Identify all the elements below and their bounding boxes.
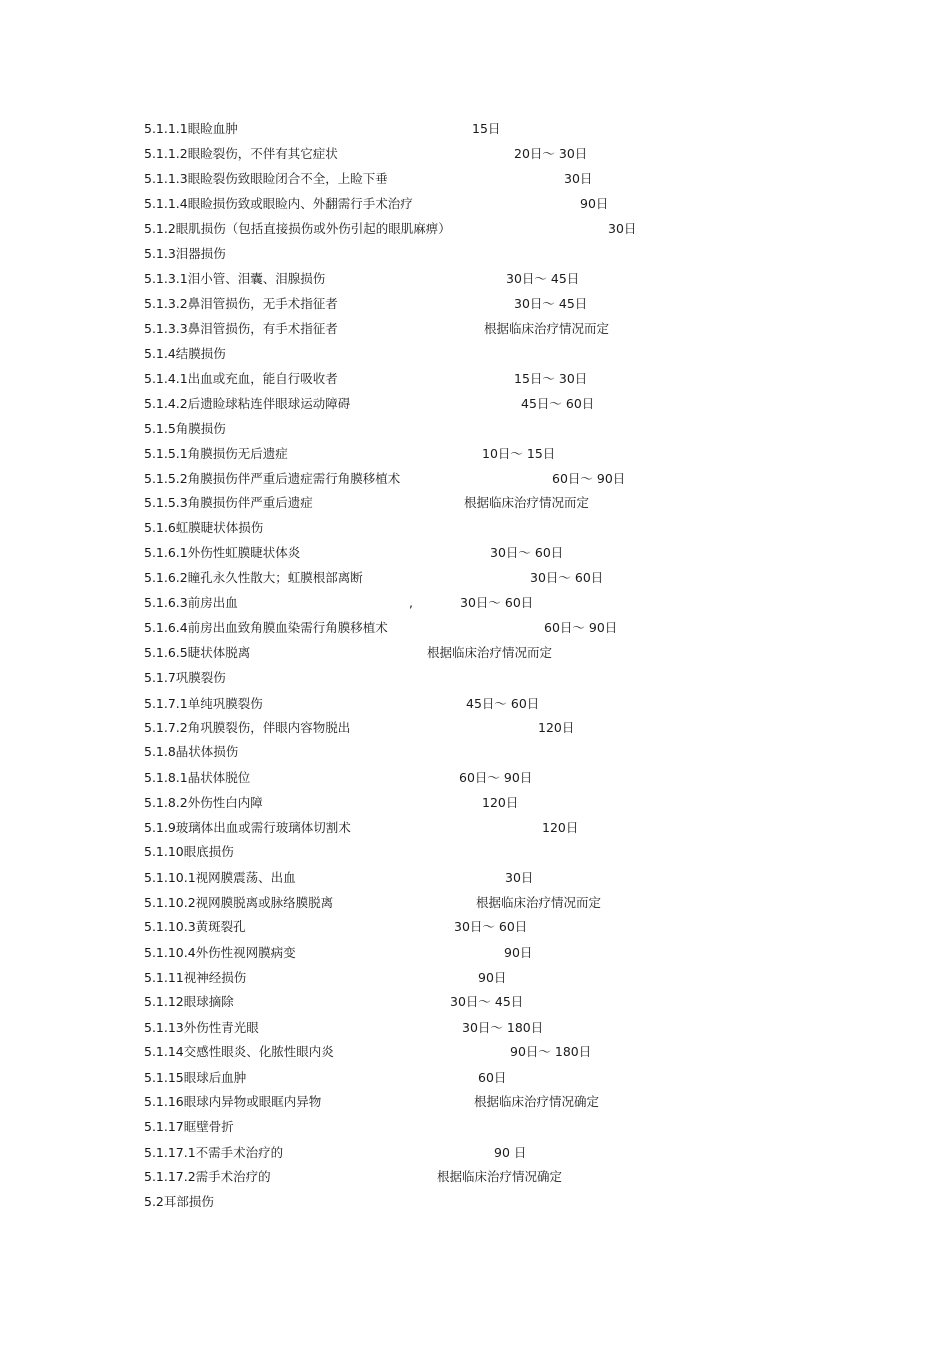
item-duration: 30日 (564, 171, 593, 186)
item-label: 5.1.4.2后遗睑球粘连伴眼球运动障碍 (144, 396, 351, 411)
item-duration: 30日～ 60日 (454, 919, 528, 934)
item-label: 5.1.8晶状体损伤 (144, 744, 239, 759)
item-label: 5.1.8.1晶状体脱位 (144, 770, 251, 785)
item-duration: 30日 (608, 221, 637, 236)
item-label: 5.1.6.5睫状体脱离 (144, 645, 251, 660)
item-label: 5.1.4结膜损伤 (144, 346, 226, 361)
item-duration: 20日～ 30日 (514, 146, 588, 161)
item-label: 5.1.1.4眼睑损伤致或眼睑内、外翻需行手术治疗 (144, 196, 413, 211)
item-label: 5.1.10.3黄斑裂孔 (144, 919, 246, 934)
item-label: 5.2耳部损伤 (144, 1194, 214, 1209)
item-label: 5.1.7巩膜裂伤 (144, 670, 226, 685)
item-label: 5.1.12眼球摘除 (144, 994, 234, 1009)
item-label: 5.1.3.1泪小管、泪囊、泪腺损伤 (144, 271, 326, 286)
item-label: 5.1.6.2瞳孔永久性散大；虹膜根部离断 (144, 570, 363, 585)
item-duration: 90 日 (494, 1145, 527, 1160)
item-duration: 30日～ 60日 (460, 595, 534, 610)
item-label: 5.1.6.4前房出血致角膜血染需行角膜移植术 (144, 620, 388, 635)
item-label: 5.1.17眶壁骨折 (144, 1119, 234, 1134)
item-duration: 30日 (505, 870, 534, 885)
item-label: 5.1.2眼肌损伤（包括直接损伤或外伤引起的眼肌麻痹） (144, 221, 451, 236)
item-duration: 根据临床治疗情况而定 (427, 645, 553, 660)
item-duration: 30日～ 45日 (450, 994, 524, 1009)
item-duration: 120日 (538, 720, 575, 735)
item-duration: 60日～ 90日 (544, 620, 618, 635)
item-duration: 120日 (482, 795, 519, 810)
item-duration: 90日～ 180日 (510, 1044, 592, 1059)
item-label: 5.1.1.1眼睑血肿 (144, 121, 238, 136)
item-duration: 60日 (478, 1070, 507, 1085)
item-label: 5.1.1.3眼睑裂伤致眼睑闭合不全，上睑下垂 (144, 171, 388, 186)
item-label: 5.1.5.2角膜损伤伴严重后遗症需行角膜移植术 (144, 471, 401, 486)
item-duration: 120日 (542, 820, 579, 835)
item-label: 5.1.14交感性眼炎、化脓性眼内炎 (144, 1044, 334, 1059)
item-label: 5.1.10.2视网膜脱离或脉络膜脱离 (144, 895, 334, 910)
item-duration: 根据临床治疗情况确定 (437, 1169, 563, 1184)
item-duration: 30日～ 45日 (514, 296, 588, 311)
item-label: 5.1.17.2需手术治疗的 (144, 1169, 271, 1184)
item-label: 5.1.10眼底损伤 (144, 844, 234, 859)
item-label: 5.1.4.1出血或充血，能自行吸收者 (144, 371, 338, 386)
item-duration: 60日～ 90日 (459, 770, 533, 785)
item-label: 5.1.9玻璃体出血或需行玻璃体切割术 (144, 820, 351, 835)
item-duration: 15日～ 30日 (514, 371, 588, 386)
item-duration: 30日～ 60日 (530, 570, 604, 585)
item-label: 5.1.10.1视网膜震荡、出血 (144, 870, 296, 885)
item-duration: 60日～ 90日 (552, 471, 626, 486)
item-label: 5.1.11视神经损伤 (144, 970, 247, 985)
item-label: 5.1.3.2鼻泪管损伤，无手术指征者 (144, 296, 338, 311)
item-label: 5.1.1.2眼睑裂伤，不伴有其它症状 (144, 146, 338, 161)
item-label: 5.1.8.2外伤性白内障 (144, 795, 263, 810)
item-duration: 15日 (472, 121, 501, 136)
item-duration: 90日 (478, 970, 507, 985)
item-label: 5.1.5.1角膜损伤无后遗症 (144, 446, 288, 461)
item-label: 5.1.7.2角巩膜裂伤，伴眼内容物脱出 (144, 720, 351, 735)
item-label: 5.1.13外伤性青光眼 (144, 1020, 259, 1035)
item-duration: 45日～ 60日 (466, 696, 540, 711)
item-duration: 根据临床治疗情况确定 (474, 1094, 600, 1109)
item-label: 5.1.16眼球内异物或眼眶内异物 (144, 1094, 322, 1109)
item-duration: 45日～ 60日 (521, 396, 595, 411)
item-duration: 30日～ 60日 (490, 545, 564, 560)
item-label: 5.1.6.3前房出血 (144, 595, 238, 610)
item-duration: 根据临床治疗情况而定 (476, 895, 602, 910)
item-label: 5.1.6.1外伤性虹膜睫状体炎 (144, 545, 301, 560)
item-label: 5.1.3泪器损伤 (144, 246, 226, 261)
stray-mark: , (409, 595, 413, 610)
item-label: 5.1.17.1不需手术治疗的 (144, 1145, 284, 1160)
item-label: 5.1.5角膜损伤 (144, 421, 226, 436)
item-duration: 30日～ 45日 (506, 271, 580, 286)
item-duration: 90日 (580, 196, 609, 211)
item-duration: 根据临床治疗情况而定 (484, 321, 610, 336)
item-label: 5.1.15眼球后血肿 (144, 1070, 247, 1085)
item-label: 5.1.5.3角膜损伤伴严重后遗症 (144, 495, 313, 510)
item-label: 5.1.3.3鼻泪管损伤，有手术指征者 (144, 321, 338, 336)
item-label: 5.1.7.1单纯巩膜裂伤 (144, 696, 263, 711)
item-duration: 30日～ 180日 (462, 1020, 544, 1035)
item-label: 5.1.6虹膜睫状体损伤 (144, 520, 264, 535)
item-duration: 90日 (504, 945, 533, 960)
item-duration: 10日～ 15日 (482, 446, 556, 461)
item-label: 5.1.10.4外伤性视网膜病变 (144, 945, 296, 960)
item-duration: 根据临床治疗情况而定 (464, 495, 590, 510)
